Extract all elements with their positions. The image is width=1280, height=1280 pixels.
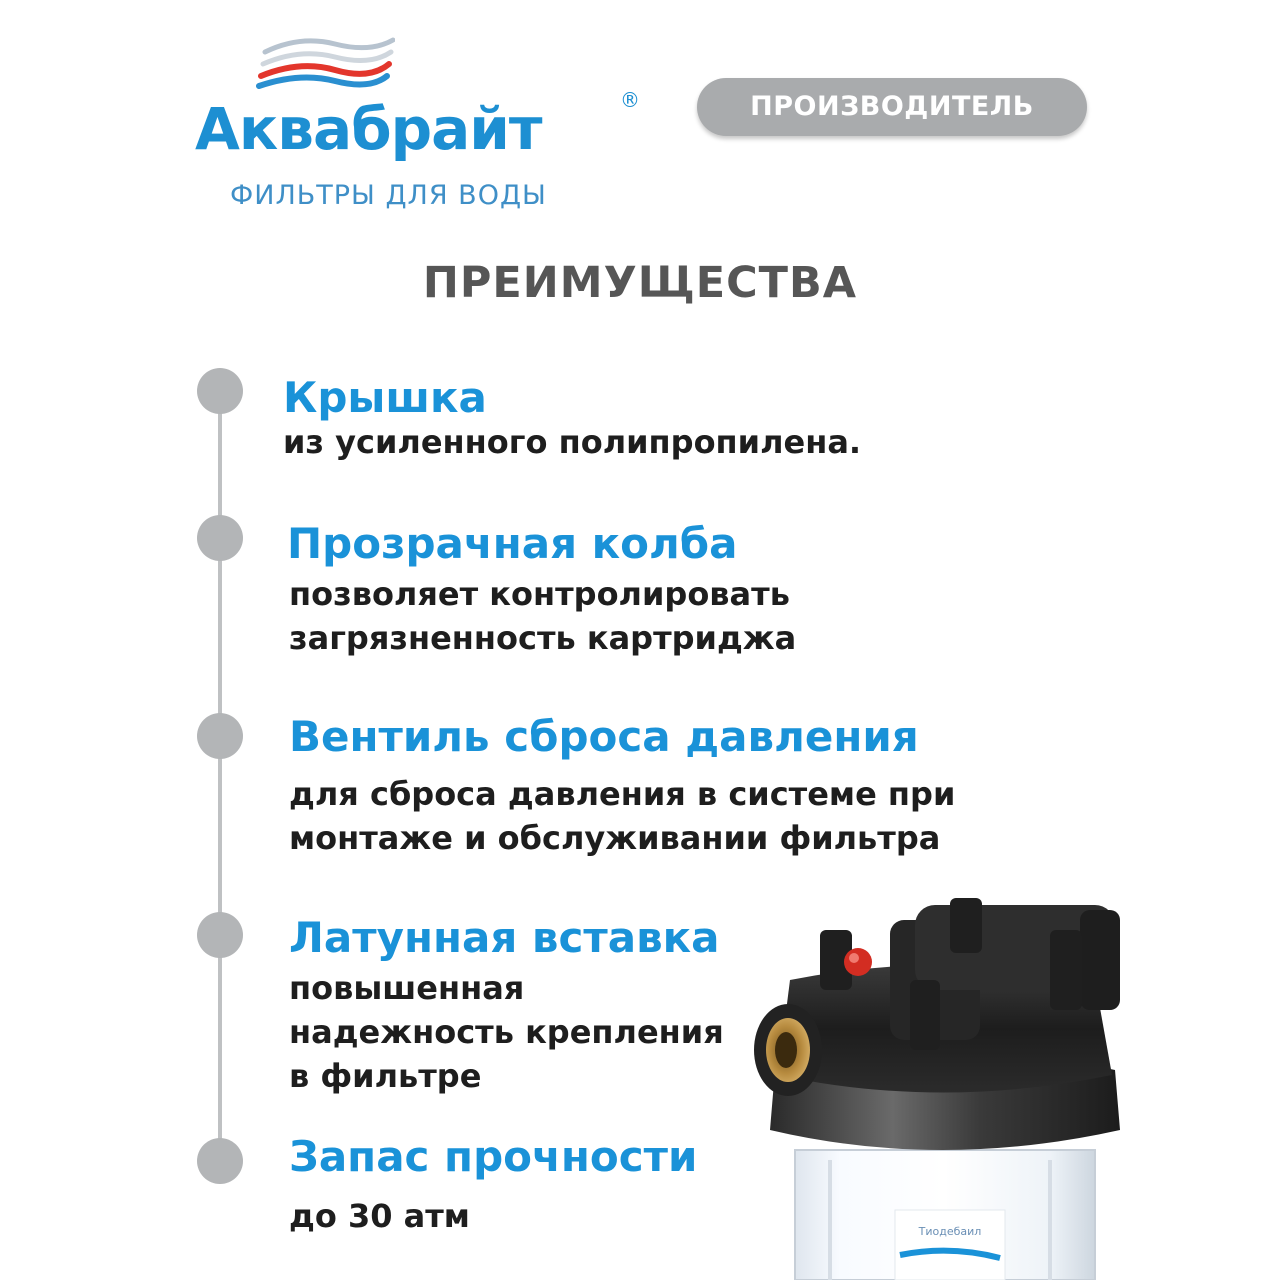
feature-desc-lid: из усиленного полипропилена. xyxy=(283,423,862,461)
timeline-dot xyxy=(197,1138,243,1184)
feature-desc-bowl: позволяет контролировать загрязненность картриджа xyxy=(289,575,797,657)
feature-title-brass: Латунная вставка xyxy=(289,913,720,962)
brand-logo xyxy=(195,30,665,211)
brand-tagline: ФИЛЬТРЫ ДЛЯ ВОДЫ xyxy=(230,180,547,211)
svg-text:Тиодебаил: Тиодебаил xyxy=(918,1225,982,1238)
feature-title-lid: Крышка xyxy=(283,373,487,422)
feature-desc-strength: до 30 атм xyxy=(289,1197,470,1235)
feature-title-bowl: Прозрачная колба xyxy=(287,519,738,568)
logo-waves-icon xyxy=(255,30,395,90)
feature-desc-valve: для сброса давления в системе при монтаже и обслуживании фильтра xyxy=(289,775,956,857)
brand-name: Аквабрайт xyxy=(195,95,542,163)
timeline-dot xyxy=(197,912,243,958)
timeline-dot xyxy=(197,713,243,759)
timeline-line xyxy=(218,395,222,1155)
registered-mark: ® xyxy=(620,88,640,112)
manufacturer-badge: ПРОИЗВОДИТЕЛЬ xyxy=(697,78,1087,136)
section-title: ПРЕИМУЩЕСТВА xyxy=(422,258,858,308)
feature-title-valve: Вентиль сброса давления xyxy=(289,712,919,761)
feature-title-strength: Запас прочности xyxy=(289,1132,698,1181)
feature-desc-brass: повышенная надежность крепления в фильтре xyxy=(289,969,724,1095)
timeline-dot xyxy=(197,368,243,414)
water-filter-housing-image xyxy=(750,880,1130,1280)
timeline-dot xyxy=(197,515,243,561)
